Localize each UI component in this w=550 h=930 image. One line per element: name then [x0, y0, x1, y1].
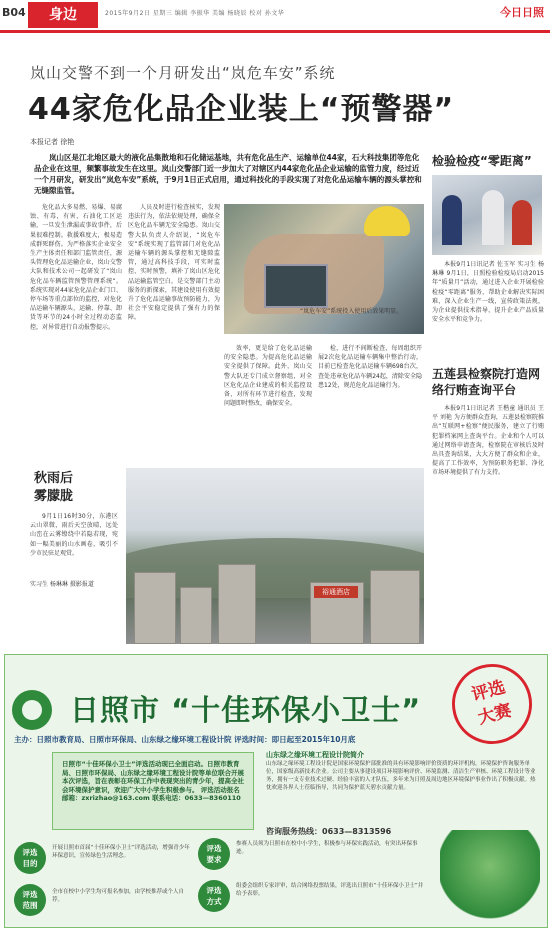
article-column-3a: 效率，更是给了危化品运输的安全隐患。为提高危化品运输安全提供了保障。此外，岚山交警大队还专门成立督察组，对全区危化品企业建成的相关监控设备，对所有环节进行检查，发现问题即时整改，确保安全。: [224, 345, 312, 408]
side-story-1-text: 本报9月1日讯记者 佐玉军 实习生 杨琳琳 9月1日，日照检验检疫局启动2015年“质量月”活动，通过进入企业开展检验检疫“零距离”服务，帮助企业解决实际困难，深入企业生产一线，宣传政策法规，为企业提供技术指导，提升企业产品质量安全水平和竞争力。: [432, 261, 544, 324]
article-column-1: 危化品大多易燃、易爆、易腐蚀、有毒，有害，石油化工区运输，一旦发生泄漏或事故事件，后果很难控制。救援难度大，极易造成群死群伤。为严格落实企业安全生产主体责任和部门监管责任，源头管理危化品运输企业，岚山交警大队和技术公司一起研发了“岚山危化品车辆监管预警管理系统”。系统实现对44家危化品企业门口、停车场等重点部位的监控，对危化品运输车辆源头、运输、停靠、卸货等环节的24小时全过程动态监控，对异常进行自动报警提示。: [30, 204, 122, 331]
ad-title: 日照市 “十佳环保小卫士”: [70, 693, 422, 727]
article-headline: 44家危化品企业装上“预警器”: [28, 92, 455, 127]
article-column-3b: 检，进行不间断检查，每周组织开展2次危化品运输车辆集中整治行动，目前已检查危化品运输车辆698台次，查处违章危化品车辆24起，清除安全隐患12处，规范危化品运输行为。: [318, 345, 422, 389]
ad-badge-scope: 评选 范围: [14, 884, 46, 916]
rain-story-credit: 实习生 杨琳琳 摄影报道: [30, 581, 94, 588]
ad-stamp: 评选 大赛: [443, 655, 541, 753]
side-story-2-title: 五莲县检察院打造网络行贿查询平台: [432, 367, 541, 397]
ad-badge-requirement: 评选 要求: [198, 838, 230, 870]
article-lead: 岚山区是江北地区最大的液化品集散地和石化储运基地，共有危化品生产、运输单位44家，石大科技集团等危化品企业在这里，频繁事故发生在这里。岚山交警部门近一步加大了对辖区内44家危化品企业运输的监管力度，经过近一个月研发，研发出“岚危车安”系统，于9月1日正式启用，通过科技化的手段实现了对危化品运输车辆的源头掌控和无缝隙监管。: [34, 153, 422, 195]
photo-sign: 裕通酒店: [314, 586, 358, 598]
photo-device: [264, 264, 328, 308]
ad-badge-scope-text: 全市在校中小学生均可报名参加，由学校推荐或个人自荐。: [52, 889, 185, 903]
side-story-1-title: 检验检疫“零距离”: [432, 154, 532, 168]
ad-info-text: 日照市“十佳环保小卫士”评选活动现已全面启动。日照市教育局、日照市环保局、山东绿之缘环境工程设计院等单位联合开展本次评选，旨在表彰在环保工作中表现突出的青少年，提高全社会环境保护意识，欢迎广大中小学生积极参与。 评选活动报名邮箱：zxrizhao@163.com 联系电话：0633—8360110: [62, 760, 244, 802]
side-story-1-photo: [432, 175, 542, 255]
article-kicker: 岚山交警不到一个月研发出“岚危车安”系统: [30, 64, 336, 82]
rain-story-text: 9月1日16时30分，东港区云山翠微，雨后天空放晴，远处山峦在云雾缭绕中若隐若现，宛如一幅美丽的山水画卷，吸引不少市民驻足观赏。: [30, 513, 118, 557]
photo-building: [370, 570, 420, 644]
article-byline: 本报记者 徐艳: [30, 138, 75, 146]
ad-intro-title: 山东绿之缘环境工程设计院简介: [266, 751, 364, 759]
photo-person: [512, 200, 532, 245]
ad-badge-method-text: 组委会组织专家评审，结合网络投票结果，评选出日照市“十佳环保小卫士”并给予表彰。: [236, 883, 424, 897]
photo-building: [218, 564, 256, 644]
ad-logo-inner-icon: [22, 700, 42, 720]
photo-helmet: [364, 206, 410, 236]
landscape-photo: [126, 468, 424, 644]
masthead-logo: 今日日照: [500, 6, 544, 19]
ad-badge-method: 评选 方式: [198, 880, 230, 912]
dateline: 2015年9月2日 星期三 编辑 李振华 美编 杨晓辰 校对 孙文华: [105, 10, 285, 17]
ad-badge-purpose: 评选 目的: [14, 842, 46, 874]
section-badge: 身边: [28, 2, 98, 28]
ad-badge-requirement-text: 参赛人员须为日照市在校中小学生，积极参与环保实践活动，有突出环保事迹。: [236, 841, 418, 855]
photo-building: [134, 572, 176, 644]
side-story-2-text: 本报9月1日讯记者 王楷童 通讯员 王平 刘艳 为方便群众查询，五莲县检察院推出“互联网+检察”便民服务，建立了行贿犯罪档案网上查询平台。企业和个人可以通过网络申请查询，检察院在审核后及时出具查询结果，大大方便了群众和企业，提高了工作效率，为预防职务犯罪、净化市场环境提供了有力支持。: [432, 405, 544, 477]
ad-intro-text: 山东绿之缘环境工程设计院是国家环境保护部批准的具有环境影响评价资质的环评机构，环境保护咨询服务单位，国家级高新技术企业。公司主要从事建设项目环境影响评价、环境监测、清洁生产审核、环境工程设计等业务，拥有一支专业技术过硬、经验丰富的人才队伍，多年来为日照及周边地区环境保护事业作出了积极贡献。热忱欢迎各界人士莅临指导，共同为保护蓝天碧水贡献力量。: [266, 761, 536, 791]
rain-story-title: 秋雨后 雾朦胧: [34, 471, 74, 504]
photo-person: [482, 190, 504, 245]
ad-badge-purpose-text: 开展日照市首届“十佳环保小卫士”评选活动，增强青少年环保意识，宣传绿色生活理念。: [52, 845, 190, 859]
photo-caption: “岚危车安”系统投入使用后效果明显。: [300, 308, 403, 315]
ad-leaf-icon: [440, 830, 540, 920]
ad-phone: 咨询服务热线：0633—8313596: [266, 827, 392, 836]
ad-sponsor-line: 主办：日照市教育局、日照市环保局、山东绿之缘环境工程设计院 评选时间：即日起至2015年10月底: [14, 735, 356, 744]
photo-person: [442, 195, 462, 245]
page-number: B04: [2, 6, 26, 19]
article-column-2: 人员及时进行检查核实，发现违法行为，依法依规处理，确保全区危化品车辆无安全隐患。岚山交警大队负责人介绍说，“岚危车安”系统实现了监管部门对危化品运输车辆的源头掌控和无缝隙监管，通过高科技手段，可实时监控、实时预警，填补了岚山区危化品运输监管空白，是交警部门主动服务的新探索，其建设使用有效提升了危化品运输事故预防能力，为社会平安稳定提供了强有力的保障。: [128, 204, 220, 322]
photo-building: [180, 587, 212, 644]
